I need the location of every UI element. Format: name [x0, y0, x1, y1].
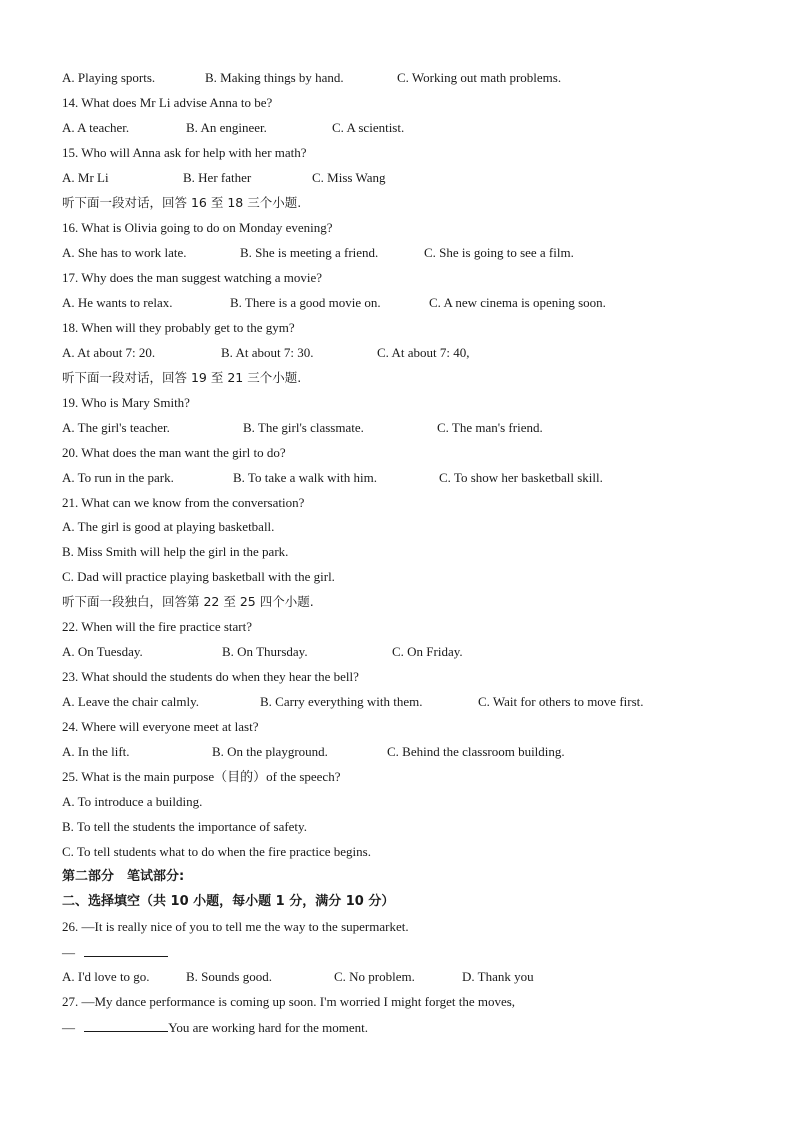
q19-option-b: B. The girl's classmate. [243, 420, 364, 435]
q20-option-b: B. To take a walk with him. [233, 470, 377, 485]
q21-option-a: A. The girl is good at playing basketball. [62, 519, 275, 534]
q24-option-c: C. Behind the classroom building. [387, 744, 565, 759]
q26-option-b: B. Sounds good. [186, 969, 272, 984]
q14-option-b: B. An engineer. [186, 120, 267, 135]
q17-option-b: B. There is a good movie on. [230, 295, 381, 310]
q22-option-b: B. On Thursday. [222, 644, 308, 659]
q27-answer-blank[interactable] [84, 1019, 168, 1032]
q13-option-a: A. Playing sports. [62, 70, 156, 85]
q21-option-b: B. Miss Smith will help the girl in the park. [62, 544, 289, 559]
q22-option-a: A. On Tuesday. [62, 644, 143, 659]
instruction-22-25: 听下面一段独白，回答第 22 至 25 四个小题. [62, 594, 314, 609]
q25-stem: 25. What is the main purpose（目的）of the speech? [62, 769, 341, 784]
q23-option-c: C. Wait for others to move first. [478, 694, 644, 709]
q26-option-d: D. Thank you [462, 969, 534, 984]
q17-option-a: A. He wants to relax. [62, 295, 173, 310]
q24-option-b: B. On the playground. [212, 744, 328, 759]
q16-stem: 16. What is Olivia going to do on Monday evening? [62, 220, 333, 235]
q16-option-a: A. She has to work late. [62, 245, 187, 260]
q23-stem: 23. What should the students do when they hear the bell? [62, 669, 359, 684]
q17-stem: 17. Why does the man suggest watching a movie? [62, 270, 323, 285]
q19-option-c: C. The man's friend. [437, 420, 543, 435]
q15-option-b: B. Her father [183, 170, 252, 185]
q13-option-c: C. Working out math problems. [397, 70, 562, 85]
q19-option-a: A. The girl's teacher. [62, 420, 170, 435]
q25-option-c: C. To tell students what to do when the fire practice begins. [62, 844, 371, 859]
q15-stem: 15. Who will Anna ask for help with her math? [62, 145, 307, 160]
q14-option-c: C. A scientist. [332, 120, 405, 135]
q18-stem: 18. When will they probably get to the gym? [62, 320, 295, 335]
q23-option-b: B. Carry everything with them. [260, 694, 423, 709]
q27-stem: 27. —My dance performance is coming up soon. I'm worried I might forget the moves, [62, 994, 516, 1009]
part-two-heading: 第二部分 笔试部分: [62, 869, 185, 884]
q18-option-b: B. At about 7: 30. [221, 345, 314, 360]
q15-option-a: A. Mr Li [62, 170, 109, 185]
q16-option-b: B. She is meeting a friend. [240, 245, 379, 260]
q18-option-c: C. At about 7: 40, [377, 345, 470, 360]
q26-stem: 26. —It is really nice of you to tell me the way to the supermarket. [62, 919, 409, 934]
q26-option-c: C. No problem. [334, 969, 415, 984]
q21-stem: 21. What can we know from the conversation? [62, 495, 305, 510]
q15-option-c: C. Miss Wang [312, 170, 386, 185]
q21-option-c: C. Dad will practice playing basketball with the girl. [62, 569, 335, 584]
q20-stem: 20. What does the man want the girl to do? [62, 445, 286, 460]
q26-option-a: A. I'd love to go. [62, 969, 150, 984]
q19-stem: 19. Who is Mary Smith? [62, 395, 190, 410]
q14-stem: 14. What does Mr Li advise Anna to be? [62, 95, 273, 110]
q27-dash: — [62, 1020, 75, 1035]
q24-stem: 24. Where will everyone meet at last? [62, 719, 259, 734]
q13-option-b: B. Making things by hand. [205, 70, 344, 85]
q25-option-a: A. To introduce a building. [62, 794, 203, 809]
q26-dash: — [62, 945, 75, 960]
q27-response-text: You are working hard for the moment. [168, 1020, 369, 1035]
instruction-16-18: 听下面一段对话，回答 16 至 18 三个小题. [62, 195, 302, 210]
q20-option-a: A. To run in the park. [62, 470, 174, 485]
q22-option-c: C. On Friday. [392, 644, 463, 659]
q27-response-line [62, 1019, 368, 1036]
q14-option-a: A. A teacher. [62, 120, 130, 135]
q26-response-line [62, 944, 168, 961]
q25-option-b: B. To tell the students the importance of safety. [62, 819, 307, 834]
q26-answer-blank[interactable] [84, 944, 168, 957]
q20-option-c: C. To show her basketball skill. [439, 470, 603, 485]
q17-option-c: C. A new cinema is opening soon. [429, 295, 606, 310]
q24-option-a: A. In the lift. [62, 744, 130, 759]
q23-option-a: A. Leave the chair calmly. [62, 694, 200, 709]
section-two-heading: 二、选择填空（共 10 小题，每小题 1 分，满分 10 分） [62, 894, 395, 909]
q16-option-c: C. She is going to see a film. [424, 245, 574, 260]
instruction-19-21: 听下面一段对话，回答 19 至 21 三个小题. [62, 370, 302, 385]
q22-stem: 22. When will the fire practice start? [62, 619, 252, 634]
q18-option-a: A. At about 7: 20. [62, 345, 156, 360]
